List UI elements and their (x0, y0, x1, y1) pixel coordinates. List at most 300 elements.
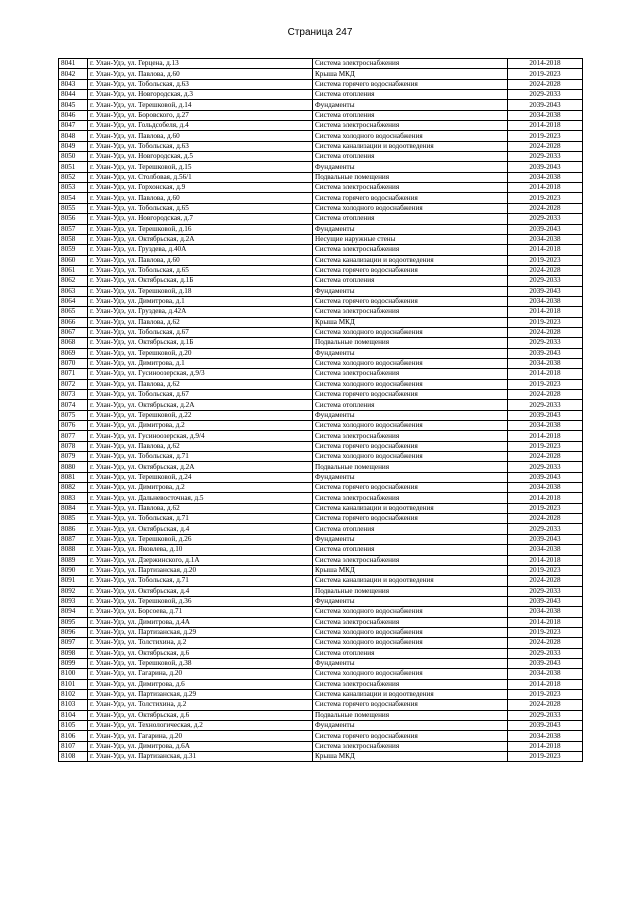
cell-address: г. Улан-Удэ, ул. Димитрова, д.4А (88, 617, 313, 627)
cell-period: 2019-2023 (508, 69, 583, 79)
cell-row-number: 8075 (59, 410, 88, 420)
table-row (59, 79, 583, 89)
cell-address: г. Улан-Удэ, ул. Терешковой, д.24 (88, 472, 313, 482)
cell-row-number: 8105 (59, 721, 88, 731)
cell-period: 2039-2043 (508, 721, 583, 731)
cell-system-type: Система отопления (313, 400, 508, 410)
table-row (59, 493, 583, 503)
cell-system-type: Система канализации и водоотведения (313, 576, 508, 586)
cell-address: г. Улан-Удэ, ул. Яковлева, д.10 (88, 545, 313, 555)
cell-address: г. Улан-Удэ, ул. Гусиноозерская, д.9/3 (88, 369, 313, 379)
cell-address: г. Улан-Удэ, ул. Тобольская, д.67 (88, 327, 313, 337)
cell-system-type: Система электроснабжения (313, 493, 508, 503)
cell-row-number: 8080 (59, 462, 88, 472)
cell-system-type: Система канализации и водоотведения (313, 503, 508, 513)
cell-system-type: Система электроснабжения (313, 741, 508, 751)
cell-address: г. Улан-Удэ, ул. Партизанская, д.29 (88, 689, 313, 699)
table-row (59, 276, 583, 286)
table-row (59, 534, 583, 544)
table-row (59, 390, 583, 400)
table-row (59, 607, 583, 617)
cell-period: 2019-2023 (508, 193, 583, 203)
cell-system-type: Система холодного водоснабжения (313, 638, 508, 648)
cell-address: г. Улан-Удэ, ул. Димитрова, д.6 (88, 679, 313, 689)
table-row (59, 462, 583, 472)
cell-address: г. Улан-Удэ, ул. Горхонская, д.9 (88, 183, 313, 193)
cell-system-type: Система холодного водоснабжения (313, 669, 508, 679)
table-row (59, 152, 583, 162)
table-row (59, 141, 583, 151)
table-row (59, 721, 583, 731)
cell-period: 2039-2043 (508, 348, 583, 358)
cell-address: г. Улан-Удэ, ул. Груздева, д.40А (88, 245, 313, 255)
register-table (58, 58, 583, 762)
cell-period: 2039-2043 (508, 472, 583, 482)
cell-period: 2029-2033 (508, 400, 583, 410)
cell-row-number: 8071 (59, 369, 88, 379)
cell-address: г. Улан-Удэ, ул. Технологическая, д.2 (88, 721, 313, 731)
cell-period: 2014-2018 (508, 369, 583, 379)
cell-period: 2039-2043 (508, 162, 583, 172)
table-row (59, 379, 583, 389)
cell-period: 2024-2028 (508, 265, 583, 275)
cell-address: г. Улан-Удэ, ул. Павлова, д.60 (88, 193, 313, 203)
cell-row-number: 8067 (59, 327, 88, 337)
cell-row-number: 8054 (59, 193, 88, 203)
cell-system-type: Подвальные помещения (313, 710, 508, 720)
cell-row-number: 8093 (59, 596, 88, 606)
cell-address: г. Улан-Удэ, ул. Терешковой, д.16 (88, 224, 313, 234)
cell-address: г. Улан-Удэ, ул. Октябрьская, д.2А (88, 400, 313, 410)
cell-address: г. Улан-Удэ, ул. Новгородская, д.7 (88, 214, 313, 224)
cell-address: г. Улан-Удэ, ул. Октябрьская, д.4 (88, 524, 313, 534)
cell-row-number: 8100 (59, 669, 88, 679)
register-table-body (59, 59, 583, 762)
cell-period: 2034-2038 (508, 110, 583, 120)
cell-address: г. Улан-Удэ, ул. Октябрьская, д.1Б (88, 276, 313, 286)
cell-system-type: Система электроснабжения (313, 431, 508, 441)
cell-system-type: Система электроснабжения (313, 245, 508, 255)
cell-period: 2034-2038 (508, 358, 583, 368)
cell-row-number: 8059 (59, 245, 88, 255)
cell-row-number: 8048 (59, 131, 88, 141)
page-title: Страница 247 (287, 27, 353, 38)
cell-system-type: Система холодного водоснабжения (313, 379, 508, 389)
cell-row-number: 8083 (59, 493, 88, 503)
cell-address: г. Улан-Удэ, ул. Октябрьская, д.1Б (88, 338, 313, 348)
cell-period: 2039-2043 (508, 100, 583, 110)
table-row (59, 689, 583, 699)
cell-period: 2019-2023 (508, 131, 583, 141)
cell-address: г. Улан-Удэ, ул. Боровского, д.27 (88, 110, 313, 120)
cell-period: 2029-2033 (508, 586, 583, 596)
cell-address: г. Улан-Удэ, ул. Партизанская, д.31 (88, 752, 313, 762)
cell-system-type: Система горячего водоснабжения (313, 731, 508, 741)
cell-row-number: 8106 (59, 731, 88, 741)
cell-period: 2039-2043 (508, 224, 583, 234)
cell-period: 2014-2018 (508, 431, 583, 441)
cell-system-type: Система отопления (313, 214, 508, 224)
cell-system-type: Система холодного водоснабжения (313, 452, 508, 462)
cell-period: 2014-2018 (508, 555, 583, 565)
cell-system-type: Система электроснабжения (313, 183, 508, 193)
cell-period: 2034-2038 (508, 731, 583, 741)
cell-row-number: 8082 (59, 483, 88, 493)
cell-address: г. Улан-Удэ, ул. Терешковой, д.20 (88, 348, 313, 358)
cell-row-number: 8060 (59, 255, 88, 265)
cell-period: 2014-2018 (508, 617, 583, 627)
table-row (59, 627, 583, 637)
cell-period: 2034-2038 (508, 483, 583, 493)
cell-period: 2024-2028 (508, 700, 583, 710)
table-row (59, 431, 583, 441)
cell-row-number: 8087 (59, 534, 88, 544)
cell-row-number: 8047 (59, 121, 88, 131)
cell-address: г. Улан-Удэ, ул. Толстихина, д.2 (88, 700, 313, 710)
cell-row-number: 8085 (59, 514, 88, 524)
cell-row-number: 8097 (59, 638, 88, 648)
cell-system-type: Система горячего водоснабжения (313, 700, 508, 710)
cell-address: г. Улан-Удэ, ул. Димитрова, д.1 (88, 296, 313, 306)
cell-row-number: 8096 (59, 627, 88, 637)
cell-address: г. Улан-Удэ, ул. Терешковой, д.22 (88, 410, 313, 420)
cell-system-type: Система канализации и водоотведения (313, 255, 508, 265)
cell-row-number: 8086 (59, 524, 88, 534)
cell-period: 2039-2043 (508, 286, 583, 296)
cell-address: г. Улан-Удэ, ул. Партизанская, д.29 (88, 627, 313, 637)
cell-system-type: Система канализации и водоотведения (313, 689, 508, 699)
cell-row-number: 8081 (59, 472, 88, 482)
cell-system-type: Фундаменты (313, 224, 508, 234)
cell-system-type: Крыша МКД (313, 69, 508, 79)
cell-period: 2019-2023 (508, 255, 583, 265)
table-row (59, 472, 583, 482)
cell-address: г. Улан-Удэ, ул. Груздева, д.42А (88, 307, 313, 317)
cell-period: 2029-2033 (508, 152, 583, 162)
table-row (59, 255, 583, 265)
cell-address: г. Улан-Удэ, ул. Тобольская, д.71 (88, 576, 313, 586)
table-row (59, 162, 583, 172)
table-row (59, 224, 583, 234)
cell-address: г. Улан-Удэ, ул. Терешковой, д.14 (88, 100, 313, 110)
cell-row-number: 8072 (59, 379, 88, 389)
cell-address: г. Улан-Удэ, ул. Павлова, д.62 (88, 441, 313, 451)
cell-system-type: Система горячего водоснабжения (313, 296, 508, 306)
cell-system-type: Система электроснабжения (313, 307, 508, 317)
cell-period: 2019-2023 (508, 317, 583, 327)
table-row (59, 121, 583, 131)
cell-system-type: Система горячего водоснабжения (313, 193, 508, 203)
table-row (59, 617, 583, 627)
cell-row-number: 8084 (59, 503, 88, 513)
table-row (59, 421, 583, 431)
cell-row-number: 8063 (59, 286, 88, 296)
table-row (59, 131, 583, 141)
cell-system-type: Система горячего водоснабжения (313, 265, 508, 275)
cell-system-type: Система отопления (313, 524, 508, 534)
cell-row-number: 8057 (59, 224, 88, 234)
cell-period: 2029-2033 (508, 524, 583, 534)
cell-period: 2014-2018 (508, 183, 583, 193)
table-row (59, 296, 583, 306)
cell-row-number: 8079 (59, 452, 88, 462)
cell-address: г. Улан-Удэ, ул. Октябрьская, д.4 (88, 586, 313, 596)
cell-row-number: 8073 (59, 390, 88, 400)
table-row (59, 307, 583, 317)
cell-period: 2014-2018 (508, 121, 583, 131)
cell-system-type: Система горячего водоснабжения (313, 390, 508, 400)
cell-row-number: 8094 (59, 607, 88, 617)
cell-row-number: 8095 (59, 617, 88, 627)
table-row (59, 596, 583, 606)
table-row (59, 193, 583, 203)
cell-row-number: 8089 (59, 555, 88, 565)
cell-period: 2039-2043 (508, 658, 583, 668)
cell-period: 2014-2018 (508, 493, 583, 503)
table-row (59, 441, 583, 451)
cell-row-number: 8045 (59, 100, 88, 110)
cell-address: г. Улан-Удэ, ул. Столбовая, д.56/1 (88, 172, 313, 182)
cell-period: 2029-2033 (508, 338, 583, 348)
cell-system-type: Система холодного водоснабжения (313, 421, 508, 431)
cell-period: 2024-2028 (508, 141, 583, 151)
cell-period: 2039-2043 (508, 534, 583, 544)
cell-period: 2034-2038 (508, 669, 583, 679)
cell-system-type: Фундаменты (313, 162, 508, 172)
cell-row-number: 8074 (59, 400, 88, 410)
table-row (59, 658, 583, 668)
cell-system-type: Крыша МКД (313, 317, 508, 327)
cell-address: г. Улан-Удэ, ул. Тобольская, д.65 (88, 203, 313, 213)
cell-period: 2024-2028 (508, 452, 583, 462)
cell-period: 2039-2043 (508, 596, 583, 606)
cell-row-number: 8062 (59, 276, 88, 286)
table-row (59, 669, 583, 679)
table-row (59, 100, 583, 110)
cell-row-number: 8068 (59, 338, 88, 348)
cell-row-number: 8052 (59, 172, 88, 182)
cell-address: г. Улан-Удэ, ул. Павлова, д.62 (88, 317, 313, 327)
cell-row-number: 8056 (59, 214, 88, 224)
cell-row-number: 8043 (59, 79, 88, 89)
table-row (59, 503, 583, 513)
table-row (59, 245, 583, 255)
cell-row-number: 8069 (59, 348, 88, 358)
cell-period: 2024-2028 (508, 203, 583, 213)
cell-system-type: Система отопления (313, 110, 508, 120)
cell-address: г. Улан-Удэ, ул. Новгородская, д.3 (88, 90, 313, 100)
cell-period: 2034-2038 (508, 234, 583, 244)
cell-address: г. Улан-Удэ, ул. Павлова, д.62 (88, 379, 313, 389)
cell-row-number: 8091 (59, 576, 88, 586)
table-row (59, 586, 583, 596)
cell-row-number: 8103 (59, 700, 88, 710)
cell-system-type: Система горячего водоснабжения (313, 441, 508, 451)
cell-row-number: 8099 (59, 658, 88, 668)
cell-period: 2014-2018 (508, 679, 583, 689)
cell-period: 2024-2028 (508, 514, 583, 524)
table-row (59, 90, 583, 100)
cell-period: 2024-2028 (508, 79, 583, 89)
cell-address: г. Улан-Удэ, ул. Терешковой, д.15 (88, 162, 313, 172)
table-row (59, 555, 583, 565)
cell-row-number: 8053 (59, 183, 88, 193)
cell-system-type: Система отопления (313, 152, 508, 162)
cell-row-number: 8041 (59, 59, 88, 69)
table-row (59, 265, 583, 275)
cell-system-type: Система электроснабжения (313, 679, 508, 689)
cell-address: г. Улан-Удэ, ул. Павлова, д.60 (88, 255, 313, 265)
cell-system-type: Система отопления (313, 648, 508, 658)
cell-period: 2029-2033 (508, 90, 583, 100)
cell-address: г. Улан-Удэ, ул. Гагарина, д.20 (88, 731, 313, 741)
cell-period: 2034-2038 (508, 296, 583, 306)
cell-row-number: 8058 (59, 234, 88, 244)
cell-system-type: Фундаменты (313, 100, 508, 110)
cell-address: г. Улан-Удэ, ул. Октябрьская, д.2А (88, 234, 313, 244)
table-row (59, 338, 583, 348)
table-row (59, 286, 583, 296)
cell-row-number: 8070 (59, 358, 88, 368)
cell-row-number: 8051 (59, 162, 88, 172)
cell-address: г. Улан-Удэ, ул. Октябрьская, д.2А (88, 462, 313, 472)
table-row (59, 69, 583, 79)
cell-row-number: 8077 (59, 431, 88, 441)
cell-address: г. Улан-Удэ, ул. Дальневосточная, д.5 (88, 493, 313, 503)
table-row (59, 183, 583, 193)
cell-row-number: 8092 (59, 586, 88, 596)
cell-address: г. Улан-Удэ, ул. Димитрова, д.6А (88, 741, 313, 751)
cell-system-type: Система отопления (313, 90, 508, 100)
cell-period: 2019-2023 (508, 379, 583, 389)
table-row (59, 741, 583, 751)
cell-address: г. Улан-Удэ, ул. Димитрова, д.2 (88, 421, 313, 431)
cell-row-number: 8064 (59, 296, 88, 306)
table-row (59, 358, 583, 368)
cell-period: 2024-2028 (508, 390, 583, 400)
cell-system-type: Подвальные помещения (313, 586, 508, 596)
table-row (59, 214, 583, 224)
cell-system-type: Система электроснабжения (313, 59, 508, 69)
table-row (59, 203, 583, 213)
table-row (59, 524, 583, 534)
cell-period: 2014-2018 (508, 741, 583, 751)
cell-period: 2029-2033 (508, 276, 583, 286)
cell-address: г. Улан-Удэ, ул. Тобольская, д.63 (88, 79, 313, 89)
table-row (59, 514, 583, 524)
cell-row-number: 8104 (59, 710, 88, 720)
cell-period: 2024-2028 (508, 576, 583, 586)
cell-system-type: Система электроснабжения (313, 617, 508, 627)
cell-period: 2029-2033 (508, 710, 583, 720)
cell-system-type: Система холодного водоснабжения (313, 131, 508, 141)
cell-system-type: Система отопления (313, 545, 508, 555)
table-row (59, 172, 583, 182)
cell-period: 2019-2023 (508, 441, 583, 451)
cell-row-number: 8088 (59, 545, 88, 555)
cell-address: г. Улан-Удэ, ул. Герцена, д.13 (88, 59, 313, 69)
cell-address: г. Улан-Удэ, ул. Борсоева, д.71 (88, 607, 313, 617)
table-row (59, 452, 583, 462)
cell-row-number: 8090 (59, 565, 88, 575)
cell-address: г. Улан-Удэ, ул. Терешковой, д.36 (88, 596, 313, 606)
cell-system-type: Система электроснабжения (313, 555, 508, 565)
cell-row-number: 8076 (59, 421, 88, 431)
cell-period: 2034-2038 (508, 545, 583, 555)
cell-address: г. Улан-Удэ, ул. Дзержинского, д.1А (88, 555, 313, 565)
table-row (59, 731, 583, 741)
cell-address: г. Улан-Удэ, ул. Тобольская, д.71 (88, 452, 313, 462)
cell-system-type: Фундаменты (313, 596, 508, 606)
cell-period: 2034-2038 (508, 172, 583, 182)
cell-row-number: 8055 (59, 203, 88, 213)
cell-period: 2034-2038 (508, 607, 583, 617)
cell-row-number: 8108 (59, 752, 88, 762)
cell-row-number: 8066 (59, 317, 88, 327)
cell-period: 2019-2023 (508, 565, 583, 575)
cell-period: 2019-2023 (508, 752, 583, 762)
table-row (59, 752, 583, 762)
table-row (59, 110, 583, 120)
cell-system-type: Система холодного водоснабжения (313, 627, 508, 637)
cell-period: 2014-2018 (508, 245, 583, 255)
table-row (59, 327, 583, 337)
cell-period: 2019-2023 (508, 689, 583, 699)
table-row (59, 565, 583, 575)
cell-system-type: Система канализации и водоотведения (313, 141, 508, 151)
cell-system-type: Система холодного водоснабжения (313, 327, 508, 337)
table-row (59, 638, 583, 648)
cell-address: г. Улан-Удэ, ул. Гусиноозерская, д.9/4 (88, 431, 313, 441)
cell-address: г. Улан-Удэ, ул. Димитрова, д.2 (88, 483, 313, 493)
cell-system-type: Система горячего водоснабжения (313, 79, 508, 89)
cell-period: 2019-2023 (508, 503, 583, 513)
table-row (59, 317, 583, 327)
cell-system-type: Фундаменты (313, 721, 508, 731)
table-row (59, 483, 583, 493)
cell-address: г. Улан-Удэ, ул. Новгородская, д.5 (88, 152, 313, 162)
cell-system-type: Фундаменты (313, 534, 508, 544)
cell-address: г. Улан-Удэ, ул. Павлова, д.60 (88, 131, 313, 141)
cell-system-type: Система отопления (313, 276, 508, 286)
table-row (59, 410, 583, 420)
cell-address: г. Улан-Удэ, ул. Тобольская, д.71 (88, 514, 313, 524)
cell-row-number: 8046 (59, 110, 88, 120)
cell-period: 2034-2038 (508, 421, 583, 431)
cell-system-type: Подвальные помещения (313, 172, 508, 182)
cell-system-type: Фундаменты (313, 658, 508, 668)
cell-row-number: 8102 (59, 689, 88, 699)
cell-system-type: Подвальные помещения (313, 338, 508, 348)
cell-system-type: Фундаменты (313, 410, 508, 420)
cell-address: г. Улан-Удэ, ул. Терешковой, д.18 (88, 286, 313, 296)
table-row (59, 648, 583, 658)
cell-address: г. Улан-Удэ, ул. Терешковой, д.26 (88, 534, 313, 544)
cell-row-number: 8061 (59, 265, 88, 275)
cell-address: г. Улан-Удэ, ул. Павлова, д.62 (88, 503, 313, 513)
cell-system-type: Крыша МКД (313, 752, 508, 762)
cell-row-number: 8078 (59, 441, 88, 451)
cell-period: 2024-2028 (508, 638, 583, 648)
cell-system-type: Система холодного водоснабжения (313, 203, 508, 213)
cell-address: г. Улан-Удэ, ул. Терешковой, д.38 (88, 658, 313, 668)
cell-system-type: Система горячего водоснабжения (313, 483, 508, 493)
cell-row-number: 8044 (59, 90, 88, 100)
cell-address: г. Улан-Удэ, ул. Павлова, д.60 (88, 69, 313, 79)
cell-period: 2014-2018 (508, 59, 583, 69)
cell-row-number: 8098 (59, 648, 88, 658)
cell-system-type: Система горячего водоснабжения (313, 514, 508, 524)
